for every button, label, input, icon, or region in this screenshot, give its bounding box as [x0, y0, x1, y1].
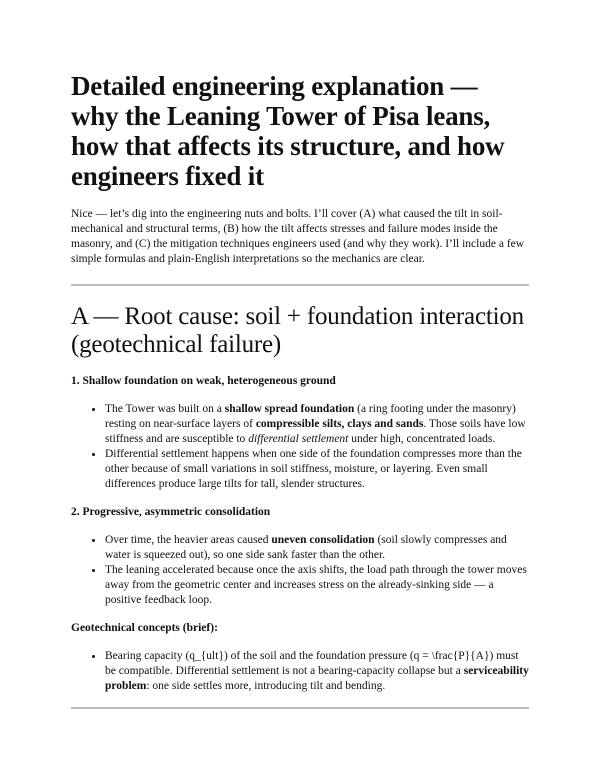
bold-text: shallow spread foundation: [224, 403, 355, 415]
subheading-shallow-foundation: 1. Shallow foundation on weak, heterogeneous ground: [71, 375, 336, 387]
list-item: • Over time, the heavier areas caused uneven consolidation (soil slowly compresses and water is squeezed out), so one side sank faster than the other.: [104, 533, 529, 563]
subheading-geotechnical-concepts: Geotechnical concepts (brief):: [71, 622, 218, 634]
bold-text: serviceability problem: [105, 665, 529, 692]
bullet-list: [71, 649, 529, 694]
section-divider: [71, 284, 529, 286]
document-title: Detailed engineering explanation — why the Leaning Tower of Pisa leans, how that affects its structure, and how engineers fixed it: [71, 71, 505, 191]
section-divider: [71, 707, 529, 709]
section-a-title: A — Root cause: soil + foundation interaction (geotechnical failure): [71, 303, 524, 358]
list-item: • The leaning accelerated because once the axis shifts, the load path through the tower moves away from the geometric center and increases stress on the already-sinking side — a positive feedback loop.: [104, 563, 529, 608]
intro-paragraph: Nice — let’s dig into the engineering nuts and bolts. I’ll cover (A) what caused the tilt in soil-mechanical and structural terms, (B) how the tilt affects stresses and failure modes inside the masonry, and (C) the mitigation techniques engineers used (and why they work). I’ll include a few simple formulas and plain-English interpretations so the mechanics are clear.: [71, 208, 525, 265]
list-item: • Differential settlement happens when one side of the foundation compresses more than the other because of small variations in soil stiffness, moisture, or layering. Even small differences produce large tilts for tall, slender structures.: [104, 447, 529, 492]
list-item: • Bearing capacity (q_{ult}) of the soil and the foundation pressure (q = \frac{P}{A}) must be compatible. Differential settlement is not a bearing-capacity collapse but a serviceability problem: one side settles more, introducing tilt and bending.: [104, 649, 529, 694]
bullet-list: [71, 533, 529, 608]
list-item: • The Tower was built on a shallow spread foundation (a ring footing under the masonry) resting on near-surface layers of compressible silts, clays and sands. Those soils have low stiffness and are susceptible to differential settlement under high, concentrated loads.: [104, 402, 529, 447]
bold-text: compressible silts, clays and sands: [255, 418, 424, 430]
subheading-asymmetric-consolidation: 2. Progressive, asymmetric consolidation: [71, 506, 271, 518]
bullet-list: [71, 402, 529, 492]
bold-text: uneven consolidation: [271, 534, 375, 546]
italic-text: differential settlement: [248, 433, 349, 445]
